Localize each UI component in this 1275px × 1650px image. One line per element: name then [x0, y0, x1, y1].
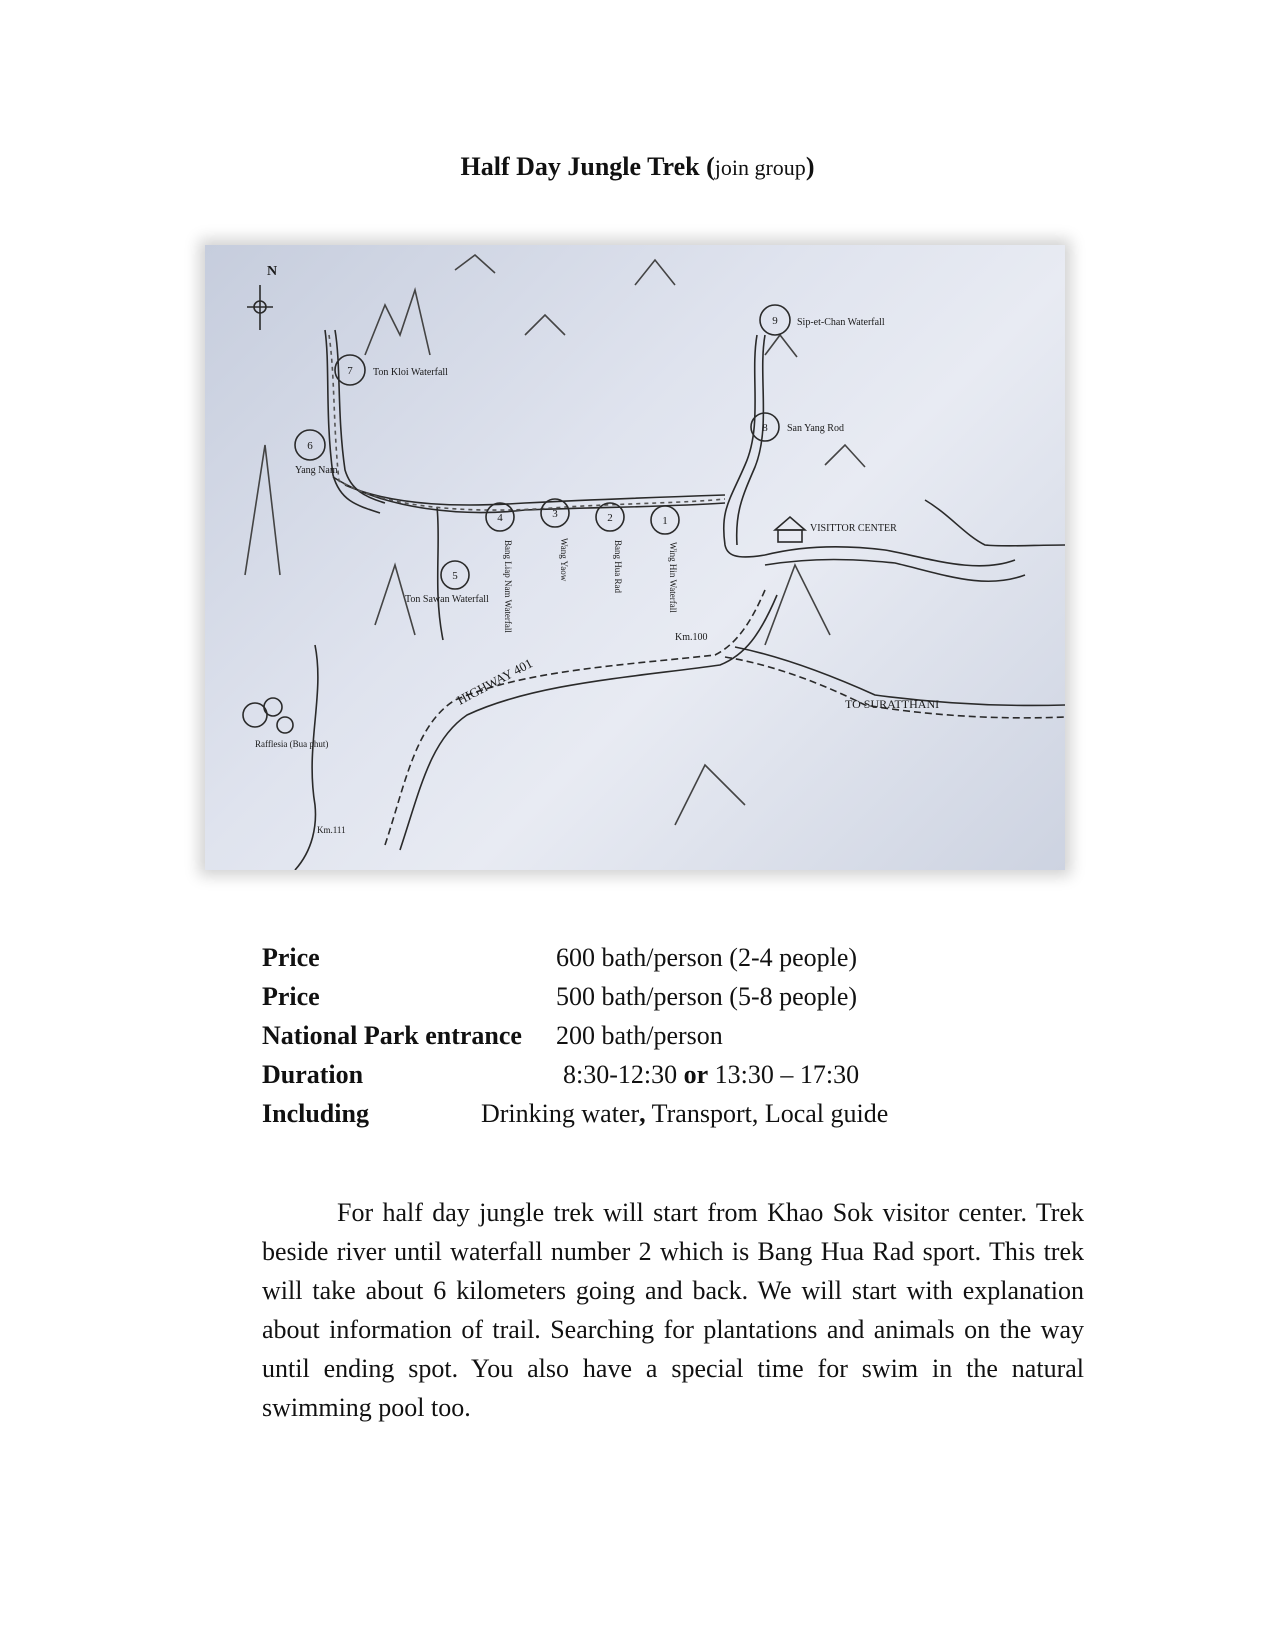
- trek-info-table: [262, 938, 1022, 1133]
- north-label: N: [267, 264, 278, 279]
- label-yang-nam: Yang Nam: [295, 465, 338, 476]
- info-label: Including: [262, 1099, 369, 1128]
- duration-afternoon: 13:30 – 17:30: [708, 1060, 860, 1089]
- label-bang-liap-nam: Bang Liap Nam Waterfall: [503, 540, 513, 633]
- label-rafflesia: Rafflesia (Bua phut): [255, 739, 329, 749]
- trek-description: For half day jungle trek will start from Khao Sok visitor center. Trek beside river until waterfall number 2 which is Bang Hua Rad sport. This trek will take about 6 kilometers going and back. We will start with explanation about information of trail. Searching for plantations and animals on the way until ending spot. You also have a special time for swim in the natural swimming pool too.: [262, 1198, 1084, 1422]
- title-main: Half Day Jungle Trek (: [460, 152, 715, 181]
- waypoint-1: 1: [662, 515, 668, 527]
- waypoint-9: 9: [772, 315, 778, 327]
- waypoint-5: 5: [452, 570, 458, 582]
- including-rest: Transport, Local guide: [645, 1099, 889, 1128]
- label-wing-hin: Wing Hin Waterfall: [668, 542, 678, 613]
- waypoint-3: 3: [552, 508, 558, 520]
- waypoint-4: 4: [497, 512, 503, 524]
- label-visitor-center: VISITTOR CENTER: [810, 523, 897, 534]
- label-to-suratthani: TO SURATTHANI: [845, 697, 940, 711]
- label-km100: Km.100: [675, 632, 708, 643]
- label-sip-et-chan: Sip-et-Chan Waterfall: [797, 317, 885, 328]
- label-wang-yaow: Wang Yaow: [559, 538, 569, 582]
- waypoint-7: 7: [347, 365, 353, 377]
- info-row-price-large-group: [262, 977, 1022, 1016]
- info-row-price-small-group: [262, 938, 1022, 977]
- trail-map: [205, 245, 1065, 870]
- duration-or: or: [683, 1060, 709, 1089]
- label-san-yang-rod: San Yang Rod: [787, 423, 844, 434]
- trail-map-drawing: [205, 245, 1065, 870]
- info-label: Price: [262, 982, 320, 1011]
- label-bang-hua-rad: Bang Hua Rad: [613, 540, 623, 593]
- north-arrow-icon: [247, 285, 273, 330]
- label-km111: Km.111: [317, 825, 346, 835]
- mountain-sketch: [245, 255, 865, 825]
- waypoint-8: 8: [762, 422, 768, 434]
- title-close-paren: ): [805, 152, 815, 181]
- including-comma: ,: [639, 1099, 646, 1128]
- info-row-including: [262, 1094, 1022, 1133]
- info-row-duration: [262, 1055, 1022, 1094]
- visitor-center-icon: [775, 517, 805, 530]
- info-value: 600 bath/person (2-4 people): [556, 943, 858, 972]
- info-label: Duration: [262, 1060, 364, 1089]
- label-ton-sawan: Ton Sawan Waterfall: [405, 594, 489, 605]
- label-highway-401: HIGHWAY 401: [454, 655, 535, 708]
- title-subtitle: join group: [714, 155, 806, 180]
- right-creek: [724, 335, 765, 557]
- info-value: 200 bath/person: [556, 1021, 723, 1050]
- main-river: [333, 477, 725, 512]
- label-ton-kloi: Ton Kloi Waterfall: [373, 367, 448, 378]
- info-value: 500 bath/person (5-8 people): [556, 982, 858, 1011]
- info-row-entrance: [262, 1016, 1022, 1055]
- duration-morning: 8:30-12:30: [563, 1060, 684, 1089]
- info-value: [481, 1094, 888, 1133]
- waypoint-2: 2: [607, 512, 613, 524]
- info-label: Price: [262, 943, 320, 972]
- page-title: [0, 150, 1275, 185]
- info-label: National Park entrance: [262, 1021, 522, 1050]
- waypoint-6: 6: [307, 440, 313, 452]
- including-water: Drinking water: [481, 1099, 640, 1128]
- highway-401: [385, 590, 765, 845]
- info-value: [563, 1055, 859, 1094]
